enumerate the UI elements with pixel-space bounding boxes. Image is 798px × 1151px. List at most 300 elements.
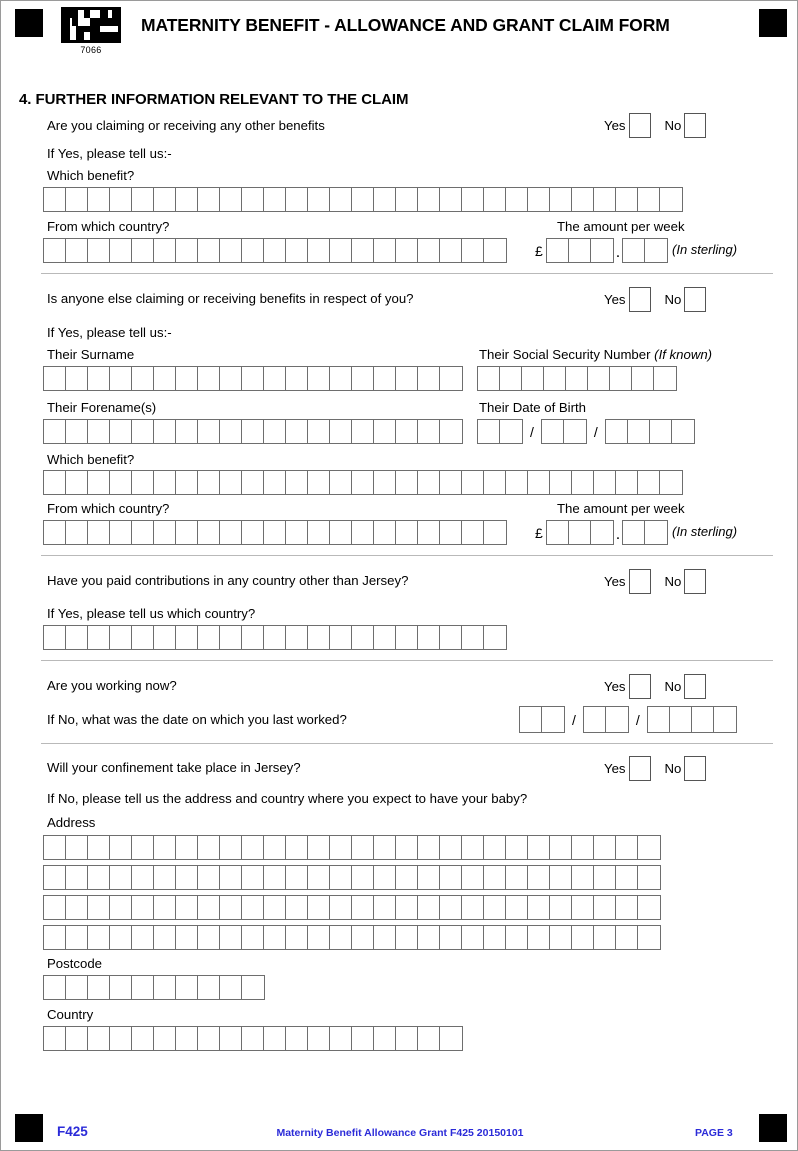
input-which-benefit-1[interactable] — [43, 187, 683, 212]
comb-cell[interactable] — [628, 420, 650, 443]
comb-cell[interactable] — [154, 239, 176, 262]
comb-cell[interactable] — [132, 866, 154, 889]
comb-cell[interactable] — [623, 521, 645, 544]
contributions-yes-checkbox[interactable] — [629, 569, 651, 594]
comb-cell[interactable] — [308, 836, 330, 859]
comb-cell[interactable] — [330, 471, 352, 494]
comb-cell[interactable] — [670, 707, 692, 732]
comb-cell[interactable] — [418, 896, 440, 919]
comb-cell[interactable] — [462, 836, 484, 859]
comb-cell[interactable] — [484, 521, 506, 544]
comb-cell[interactable] — [484, 239, 506, 262]
comb-cell[interactable] — [132, 896, 154, 919]
comb-cell[interactable] — [88, 1027, 110, 1050]
comb-cell[interactable] — [550, 926, 572, 949]
comb-cell[interactable] — [242, 836, 264, 859]
input-which-benefit-2[interactable] — [43, 470, 683, 495]
comb-cell[interactable] — [286, 836, 308, 859]
comb-cell[interactable] — [220, 521, 242, 544]
comb-cell[interactable] — [352, 471, 374, 494]
comb-cell[interactable] — [484, 836, 506, 859]
comb-cell[interactable] — [462, 188, 484, 211]
comb-cell[interactable] — [484, 896, 506, 919]
input-their-surname[interactable] — [43, 366, 463, 391]
comb-cell[interactable] — [572, 926, 594, 949]
comb-cell[interactable] — [220, 896, 242, 919]
comb-cell[interactable] — [591, 239, 613, 262]
input-country[interactable] — [43, 1026, 463, 1051]
comb-cell[interactable] — [110, 188, 132, 211]
comb-cell[interactable] — [638, 836, 660, 859]
comb-cell[interactable] — [66, 896, 88, 919]
comb-cell[interactable] — [176, 926, 198, 949]
comb-cell[interactable] — [528, 836, 550, 859]
comb-cell[interactable] — [440, 1027, 462, 1050]
comb-cell[interactable] — [44, 926, 66, 949]
comb-cell[interactable] — [110, 420, 132, 443]
comb-cell[interactable] — [132, 367, 154, 390]
comb-cell[interactable] — [88, 866, 110, 889]
comb-cell[interactable] — [308, 866, 330, 889]
comb-cell[interactable] — [440, 188, 462, 211]
confinement-no-checkbox[interactable] — [684, 756, 706, 781]
comb-cell[interactable] — [396, 420, 418, 443]
comb-cell[interactable] — [352, 239, 374, 262]
comb-cell[interactable] — [176, 866, 198, 889]
comb-cell[interactable] — [374, 420, 396, 443]
comb-cell[interactable] — [396, 896, 418, 919]
comb-cell[interactable] — [374, 896, 396, 919]
comb-cell[interactable] — [286, 471, 308, 494]
comb-cell[interactable] — [594, 471, 616, 494]
comb-cell[interactable] — [374, 926, 396, 949]
comb-cell[interactable] — [308, 926, 330, 949]
comb-cell[interactable] — [154, 866, 176, 889]
comb-cell[interactable] — [330, 1027, 352, 1050]
comb-cell[interactable] — [610, 367, 632, 390]
comb-cell[interactable] — [528, 471, 550, 494]
comb-cell[interactable] — [110, 471, 132, 494]
comb-cell[interactable] — [110, 367, 132, 390]
comb-cell[interactable] — [198, 866, 220, 889]
comb-cell[interactable] — [88, 420, 110, 443]
comb-cell[interactable] — [606, 707, 628, 732]
comb-cell[interactable] — [88, 188, 110, 211]
input-address-line-1[interactable] — [43, 835, 661, 860]
comb-cell[interactable] — [616, 866, 638, 889]
comb-cell[interactable] — [418, 626, 440, 649]
comb-cell[interactable] — [484, 471, 506, 494]
comb-cell[interactable] — [484, 626, 506, 649]
input-dob-month[interactable] — [541, 419, 587, 444]
input-address-line-4[interactable] — [43, 925, 661, 950]
comb-cell[interactable] — [588, 367, 610, 390]
comb-cell[interactable] — [623, 239, 645, 262]
comb-cell[interactable] — [264, 836, 286, 859]
comb-cell[interactable] — [264, 626, 286, 649]
comb-cell[interactable] — [176, 836, 198, 859]
comb-cell[interactable] — [418, 471, 440, 494]
comb-cell[interactable] — [132, 239, 154, 262]
input-last-worked-year[interactable] — [647, 706, 737, 733]
comb-cell[interactable] — [572, 866, 594, 889]
comb-cell[interactable] — [110, 896, 132, 919]
comb-cell[interactable] — [308, 420, 330, 443]
comb-cell[interactable] — [220, 239, 242, 262]
comb-cell[interactable] — [352, 420, 374, 443]
comb-cell[interactable] — [616, 926, 638, 949]
comb-cell[interactable] — [374, 521, 396, 544]
comb-cell[interactable] — [242, 1027, 264, 1050]
comb-cell[interactable] — [632, 367, 654, 390]
input-from-country-1[interactable] — [43, 238, 507, 263]
comb-cell[interactable] — [44, 521, 66, 544]
comb-cell[interactable] — [264, 866, 286, 889]
comb-cell[interactable] — [154, 188, 176, 211]
working-now-no-checkbox[interactable] — [684, 674, 706, 699]
comb-cell[interactable] — [330, 836, 352, 859]
comb-cell[interactable] — [396, 626, 418, 649]
comb-cell[interactable] — [66, 1027, 88, 1050]
comb-cell[interactable] — [44, 471, 66, 494]
comb-cell[interactable] — [242, 896, 264, 919]
comb-cell[interactable] — [44, 420, 66, 443]
input-dob-day[interactable] — [477, 419, 523, 444]
comb-cell[interactable] — [132, 836, 154, 859]
comb-cell[interactable] — [154, 471, 176, 494]
comb-cell[interactable] — [374, 626, 396, 649]
comb-cell[interactable] — [308, 367, 330, 390]
comb-cell[interactable] — [352, 367, 374, 390]
comb-cell[interactable] — [606, 420, 628, 443]
comb-cell[interactable] — [506, 926, 528, 949]
comb-cell[interactable] — [520, 707, 542, 732]
comb-cell[interactable] — [198, 926, 220, 949]
comb-cell[interactable] — [198, 896, 220, 919]
comb-cell[interactable] — [308, 626, 330, 649]
comb-cell[interactable] — [176, 976, 198, 999]
comb-cell[interactable] — [484, 188, 506, 211]
others-claiming-no-checkbox[interactable] — [684, 287, 706, 312]
comb-cell[interactable] — [176, 420, 198, 443]
comb-cell[interactable] — [660, 471, 682, 494]
comb-cell[interactable] — [286, 367, 308, 390]
comb-cell[interactable] — [242, 367, 264, 390]
comb-cell[interactable] — [132, 1027, 154, 1050]
comb-cell[interactable] — [352, 188, 374, 211]
comb-cell[interactable] — [462, 866, 484, 889]
input-amount-pounds-1[interactable] — [546, 238, 614, 263]
comb-cell[interactable] — [418, 521, 440, 544]
comb-cell[interactable] — [418, 420, 440, 443]
comb-cell[interactable] — [176, 367, 198, 390]
comb-cell[interactable] — [132, 188, 154, 211]
comb-cell[interactable] — [132, 926, 154, 949]
comb-cell[interactable] — [88, 471, 110, 494]
comb-cell[interactable] — [286, 896, 308, 919]
comb-cell[interactable] — [66, 521, 88, 544]
comb-cell[interactable] — [418, 1027, 440, 1050]
comb-cell[interactable] — [396, 367, 418, 390]
comb-cell[interactable] — [594, 836, 616, 859]
contributions-no-checkbox[interactable] — [684, 569, 706, 594]
comb-cell[interactable] — [88, 836, 110, 859]
comb-cell[interactable] — [500, 420, 522, 443]
comb-cell[interactable] — [638, 471, 660, 494]
comb-cell[interactable] — [569, 521, 591, 544]
comb-cell[interactable] — [418, 239, 440, 262]
comb-cell[interactable] — [440, 866, 462, 889]
comb-cell[interactable] — [176, 471, 198, 494]
comb-cell[interactable] — [638, 866, 660, 889]
comb-cell[interactable] — [66, 836, 88, 859]
comb-cell[interactable] — [330, 521, 352, 544]
comb-cell[interactable] — [66, 239, 88, 262]
other-benefits-no-checkbox[interactable] — [684, 113, 706, 138]
comb-cell[interactable] — [569, 239, 591, 262]
comb-cell[interactable] — [672, 420, 694, 443]
comb-cell[interactable] — [220, 866, 242, 889]
comb-cell[interactable] — [462, 471, 484, 494]
comb-cell[interactable] — [242, 976, 264, 999]
comb-cell[interactable] — [550, 866, 572, 889]
comb-cell[interactable] — [594, 866, 616, 889]
input-last-worked-month[interactable] — [583, 706, 629, 733]
comb-cell[interactable] — [264, 239, 286, 262]
comb-cell[interactable] — [572, 188, 594, 211]
comb-cell[interactable] — [220, 1027, 242, 1050]
comb-cell[interactable] — [66, 866, 88, 889]
comb-cell[interactable] — [198, 420, 220, 443]
comb-cell[interactable] — [440, 471, 462, 494]
input-address-line-2[interactable] — [43, 865, 661, 890]
comb-cell[interactable] — [220, 188, 242, 211]
comb-cell[interactable] — [462, 239, 484, 262]
input-from-country-2[interactable] — [43, 520, 507, 545]
comb-cell[interactable] — [66, 626, 88, 649]
comb-cell[interactable] — [66, 420, 88, 443]
comb-cell[interactable] — [542, 707, 564, 732]
comb-cell[interactable] — [286, 866, 308, 889]
comb-cell[interactable] — [66, 471, 88, 494]
comb-cell[interactable] — [638, 896, 660, 919]
comb-cell[interactable] — [242, 866, 264, 889]
comb-cell[interactable] — [242, 521, 264, 544]
comb-cell[interactable] — [44, 866, 66, 889]
comb-cell[interactable] — [547, 239, 569, 262]
input-postcode[interactable] — [43, 975, 265, 1000]
comb-cell[interactable] — [396, 926, 418, 949]
comb-cell[interactable] — [544, 367, 566, 390]
comb-cell[interactable] — [242, 926, 264, 949]
comb-cell[interactable] — [286, 521, 308, 544]
comb-cell[interactable] — [44, 1027, 66, 1050]
comb-cell[interactable] — [132, 626, 154, 649]
comb-cell[interactable] — [396, 239, 418, 262]
comb-cell[interactable] — [330, 188, 352, 211]
comb-cell[interactable] — [572, 836, 594, 859]
comb-cell[interactable] — [154, 1027, 176, 1050]
comb-cell[interactable] — [528, 188, 550, 211]
comb-cell[interactable] — [44, 367, 66, 390]
comb-cell[interactable] — [440, 626, 462, 649]
comb-cell[interactable] — [154, 521, 176, 544]
input-amount-pence-2[interactable] — [622, 520, 668, 545]
comb-cell[interactable] — [572, 896, 594, 919]
comb-cell[interactable] — [176, 1027, 198, 1050]
comb-cell[interactable] — [154, 896, 176, 919]
comb-cell[interactable] — [616, 836, 638, 859]
comb-cell[interactable] — [88, 626, 110, 649]
comb-cell[interactable] — [308, 188, 330, 211]
comb-cell[interactable] — [440, 420, 462, 443]
comb-cell[interactable] — [44, 976, 66, 999]
comb-cell[interactable] — [396, 1027, 418, 1050]
comb-cell[interactable] — [110, 1027, 132, 1050]
comb-cell[interactable] — [506, 471, 528, 494]
comb-cell[interactable] — [242, 626, 264, 649]
input-their-ssn[interactable] — [477, 366, 677, 391]
comb-cell[interactable] — [198, 521, 220, 544]
comb-cell[interactable] — [286, 1027, 308, 1050]
comb-cell[interactable] — [500, 367, 522, 390]
comb-cell[interactable] — [110, 926, 132, 949]
comb-cell[interactable] — [654, 367, 676, 390]
comb-cell[interactable] — [352, 926, 374, 949]
comb-cell[interactable] — [374, 1027, 396, 1050]
comb-cell[interactable] — [176, 521, 198, 544]
comb-cell[interactable] — [154, 626, 176, 649]
comb-cell[interactable] — [440, 367, 462, 390]
comb-cell[interactable] — [650, 420, 672, 443]
comb-cell[interactable] — [154, 420, 176, 443]
comb-cell[interactable] — [462, 521, 484, 544]
comb-cell[interactable] — [418, 866, 440, 889]
comb-cell[interactable] — [566, 367, 588, 390]
comb-cell[interactable] — [110, 239, 132, 262]
comb-cell[interactable] — [264, 1027, 286, 1050]
comb-cell[interactable] — [176, 896, 198, 919]
comb-cell[interactable] — [648, 707, 670, 732]
comb-cell[interactable] — [542, 420, 564, 443]
comb-cell[interactable] — [154, 367, 176, 390]
comb-cell[interactable] — [264, 471, 286, 494]
comb-cell[interactable] — [462, 626, 484, 649]
comb-cell[interactable] — [616, 188, 638, 211]
comb-cell[interactable] — [374, 836, 396, 859]
comb-cell[interactable] — [440, 896, 462, 919]
comb-cell[interactable] — [352, 836, 374, 859]
comb-cell[interactable] — [44, 239, 66, 262]
comb-cell[interactable] — [522, 367, 544, 390]
comb-cell[interactable] — [374, 471, 396, 494]
comb-cell[interactable] — [286, 239, 308, 262]
comb-cell[interactable] — [418, 926, 440, 949]
comb-cell[interactable] — [330, 420, 352, 443]
comb-cell[interactable] — [594, 896, 616, 919]
comb-cell[interactable] — [396, 521, 418, 544]
comb-cell[interactable] — [714, 707, 736, 732]
comb-cell[interactable] — [484, 866, 506, 889]
comb-cell[interactable] — [286, 188, 308, 211]
input-last-worked-day[interactable] — [519, 706, 565, 733]
comb-cell[interactable] — [506, 836, 528, 859]
comb-cell[interactable] — [286, 420, 308, 443]
comb-cell[interactable] — [638, 188, 660, 211]
comb-cell[interactable] — [132, 420, 154, 443]
comb-cell[interactable] — [88, 239, 110, 262]
comb-cell[interactable] — [198, 626, 220, 649]
comb-cell[interactable] — [594, 188, 616, 211]
comb-cell[interactable] — [198, 976, 220, 999]
comb-cell[interactable] — [198, 471, 220, 494]
comb-cell[interactable] — [330, 367, 352, 390]
input-dob-year[interactable] — [605, 419, 695, 444]
input-address-line-3[interactable] — [43, 895, 661, 920]
comb-cell[interactable] — [308, 239, 330, 262]
comb-cell[interactable] — [198, 836, 220, 859]
comb-cell[interactable] — [44, 188, 66, 211]
comb-cell[interactable] — [110, 836, 132, 859]
comb-cell[interactable] — [692, 707, 714, 732]
comb-cell[interactable] — [176, 626, 198, 649]
comb-cell[interactable] — [418, 188, 440, 211]
comb-cell[interactable] — [550, 896, 572, 919]
comb-cell[interactable] — [418, 836, 440, 859]
comb-cell[interactable] — [198, 367, 220, 390]
comb-cell[interactable] — [660, 188, 682, 211]
comb-cell[interactable] — [478, 420, 500, 443]
comb-cell[interactable] — [352, 626, 374, 649]
comb-cell[interactable] — [308, 896, 330, 919]
comb-cell[interactable] — [132, 976, 154, 999]
comb-cell[interactable] — [645, 239, 667, 262]
comb-cell[interactable] — [66, 367, 88, 390]
comb-cell[interactable] — [330, 896, 352, 919]
comb-cell[interactable] — [220, 626, 242, 649]
comb-cell[interactable] — [330, 926, 352, 949]
other-benefits-yes-checkbox[interactable] — [629, 113, 651, 138]
comb-cell[interactable] — [308, 1027, 330, 1050]
input-their-forenames[interactable] — [43, 419, 463, 444]
comb-cell[interactable] — [264, 926, 286, 949]
comb-cell[interactable] — [484, 926, 506, 949]
comb-cell[interactable] — [594, 926, 616, 949]
comb-cell[interactable] — [198, 1027, 220, 1050]
comb-cell[interactable] — [110, 866, 132, 889]
comb-cell[interactable] — [478, 367, 500, 390]
comb-cell[interactable] — [154, 836, 176, 859]
comb-cell[interactable] — [88, 367, 110, 390]
comb-cell[interactable] — [154, 926, 176, 949]
comb-cell[interactable] — [396, 866, 418, 889]
comb-cell[interactable] — [506, 896, 528, 919]
input-amount-pounds-2[interactable] — [546, 520, 614, 545]
working-now-yes-checkbox[interactable] — [629, 674, 651, 699]
comb-cell[interactable] — [550, 188, 572, 211]
comb-cell[interactable] — [591, 521, 613, 544]
comb-cell[interactable] — [506, 866, 528, 889]
comb-cell[interactable] — [330, 626, 352, 649]
comb-cell[interactable] — [352, 1027, 374, 1050]
comb-cell[interactable] — [264, 521, 286, 544]
comb-cell[interactable] — [220, 976, 242, 999]
comb-cell[interactable] — [176, 188, 198, 211]
comb-cell[interactable] — [352, 866, 374, 889]
comb-cell[interactable] — [220, 926, 242, 949]
comb-cell[interactable] — [418, 367, 440, 390]
comb-cell[interactable] — [374, 188, 396, 211]
